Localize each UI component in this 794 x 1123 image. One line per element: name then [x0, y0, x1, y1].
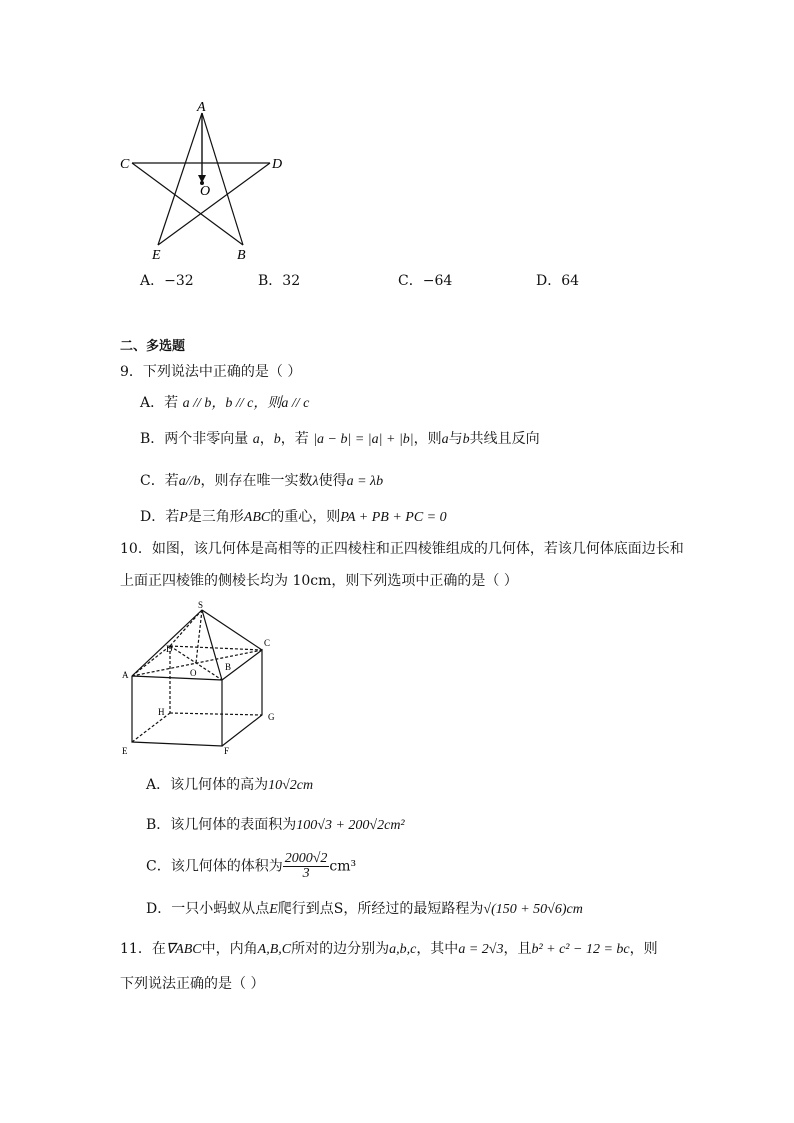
q10-option-d[interactable] — [146, 900, 583, 919]
label-h: H — [158, 707, 165, 717]
q11-mid2: 所对的边分别为 — [291, 941, 390, 957]
q9-d-prefix: D．若 — [140, 509, 180, 525]
q10-option-a[interactable] — [146, 776, 313, 795]
label-a: A — [122, 670, 129, 680]
label-g: G — [268, 712, 275, 722]
star-edge-ae — [158, 113, 202, 245]
label-d: D — [272, 157, 283, 172]
q11-a-eq: a = 2√3 — [458, 942, 504, 957]
star-edge-de — [158, 163, 270, 245]
q8-option-a[interactable] — [140, 270, 194, 290]
star-figure — [110, 95, 310, 265]
star-edge-cb — [132, 163, 243, 245]
q10-b-text: B．该几何体的表面积为 — [146, 817, 297, 833]
q11-end: ，则 — [629, 941, 658, 957]
q9-stem: 9．下列说法中正确的是（ ） — [120, 364, 302, 380]
q9-c-mid2: 使得 — [318, 473, 347, 489]
q10-d-text: D．一只小蚂蚁从点 — [146, 901, 270, 917]
label-c: C — [264, 638, 271, 648]
q8-option-c-value: −64 — [422, 273, 453, 289]
q10-option-c[interactable] — [146, 852, 356, 886]
q9-d-mid: 是三角形 — [187, 509, 244, 525]
q9-d-p: P — [179, 510, 188, 525]
q9-d-mid2: 的重心，则 — [270, 509, 341, 525]
q8-option-a-value: −32 — [164, 273, 194, 289]
q10-d-mid: 爬行到点 — [277, 901, 334, 917]
label-f: F — [224, 746, 230, 756]
q9-b-end: 共线且反向 — [469, 431, 540, 447]
q8-option-a-label: A． — [140, 273, 165, 289]
q9-a-prefix: A．若 — [140, 395, 179, 411]
q9-b-suffix: ，则 — [413, 431, 442, 447]
label-b: B — [225, 662, 232, 672]
q9-a-math: a // b，b // c，则a // c — [182, 396, 310, 411]
q8-option-c-label: C． — [398, 273, 423, 289]
star-edge-ab — [202, 113, 243, 245]
q8-option-c[interactable] — [398, 270, 452, 290]
label-s: S — [198, 600, 204, 610]
q9-b-vector-b: b — [273, 432, 281, 447]
q10-b-math: 100√3 + 200√2cm² — [296, 818, 405, 833]
q11-sides: a,b,c — [389, 942, 417, 957]
q10-c-text: C．该几何体的体积为 — [146, 858, 283, 875]
q10-d-mid2: ，所经过的最短路程为 — [343, 901, 484, 917]
q11-mid4: ，且 — [503, 941, 532, 957]
label-e: E — [152, 248, 161, 263]
q11-mid1: 中，内角 — [201, 941, 258, 957]
label-o: O — [190, 668, 197, 678]
q9-c-lambda: λ — [312, 474, 319, 489]
q10-a-text: A．该几何体的高为 — [146, 777, 269, 793]
q10-d-e: E — [269, 902, 278, 917]
q11-triangle: ∇ABC — [165, 942, 202, 957]
q10-stem-line1: 10．如图，该几何体是高相等的正四棱柱和正四棱锥组成的几何体，若该几何体底面边长和 — [120, 541, 684, 557]
q9-c-mid: ，则存在唯一实数 — [200, 473, 313, 489]
q9-c-math: a = λb — [346, 474, 384, 489]
q10-c-den: 3 — [302, 866, 310, 881]
q11-mid3: ，其中 — [416, 941, 459, 957]
label-b: B — [237, 248, 246, 263]
q10-c-fraction — [283, 852, 330, 881]
q9-b-math: |a − b| = |a| + |b| — [313, 432, 414, 447]
q11-angles: A,B,C — [257, 942, 292, 957]
label-o: O — [200, 184, 211, 199]
q11-prefix: 11．在 — [120, 941, 166, 957]
q11-stem-line1 — [120, 940, 658, 959]
section-heading: 二、多选题 — [120, 339, 186, 354]
front-face — [132, 676, 222, 746]
q11-stem-line2: 下列说法正确的是（ ） — [120, 976, 265, 992]
q9-b-vector-b2: b — [462, 432, 470, 447]
q9-b-vector-a2: a — [441, 432, 449, 447]
q8-option-d-value: 64 — [561, 273, 580, 289]
q11-condition: b² + c² − 12 = bc — [531, 942, 630, 957]
q9-option-d[interactable] — [140, 508, 447, 527]
q8-option-d[interactable] — [536, 270, 579, 290]
q10-c-num: 2000√2 — [284, 851, 328, 866]
label-e: E — [122, 746, 128, 756]
q8-option-b-value: 32 — [282, 273, 301, 289]
label-d: D — [166, 644, 173, 654]
q9-option-a[interactable] — [140, 394, 309, 413]
q10-d-s: S — [333, 901, 344, 917]
q8-option-b-label: B． — [258, 273, 283, 289]
q9-option-c[interactable] — [140, 472, 383, 491]
q8-option-b[interactable] — [258, 270, 300, 290]
q10-a-math: 10√2cm — [268, 778, 314, 793]
q10-c-unit: cm³ — [329, 858, 357, 875]
q10-d-math: √(150 + 50√6)cm — [483, 902, 583, 917]
q10-stem-line2: 上面正四棱锥的侧棱长均为 10cm，则下列选项中正确的是（ ） — [120, 573, 518, 589]
q9-c-parallel: a//b — [178, 474, 201, 489]
q9-d-abc: ABC — [243, 510, 271, 525]
label-c: C — [120, 157, 130, 172]
prism-figure — [110, 598, 290, 758]
q9-b-prefix: B．两个非零向量 — [140, 431, 249, 447]
q9-c-prefix: C．若 — [140, 473, 179, 489]
q9-d-math: PA + PB + PC = 0 — [340, 510, 447, 525]
q9-b-vector-a: a — [252, 432, 260, 447]
label-a: A — [197, 100, 206, 115]
q9-option-b[interactable]: B．两个非零向量 a，b，若 |a − b| = |a| + |b|，则a与b共线且反向 — [140, 431, 540, 447]
q9-b-mid: ，若 — [280, 431, 309, 447]
q8-option-d-label: D． — [536, 273, 562, 289]
q10-option-b[interactable] — [146, 816, 405, 835]
